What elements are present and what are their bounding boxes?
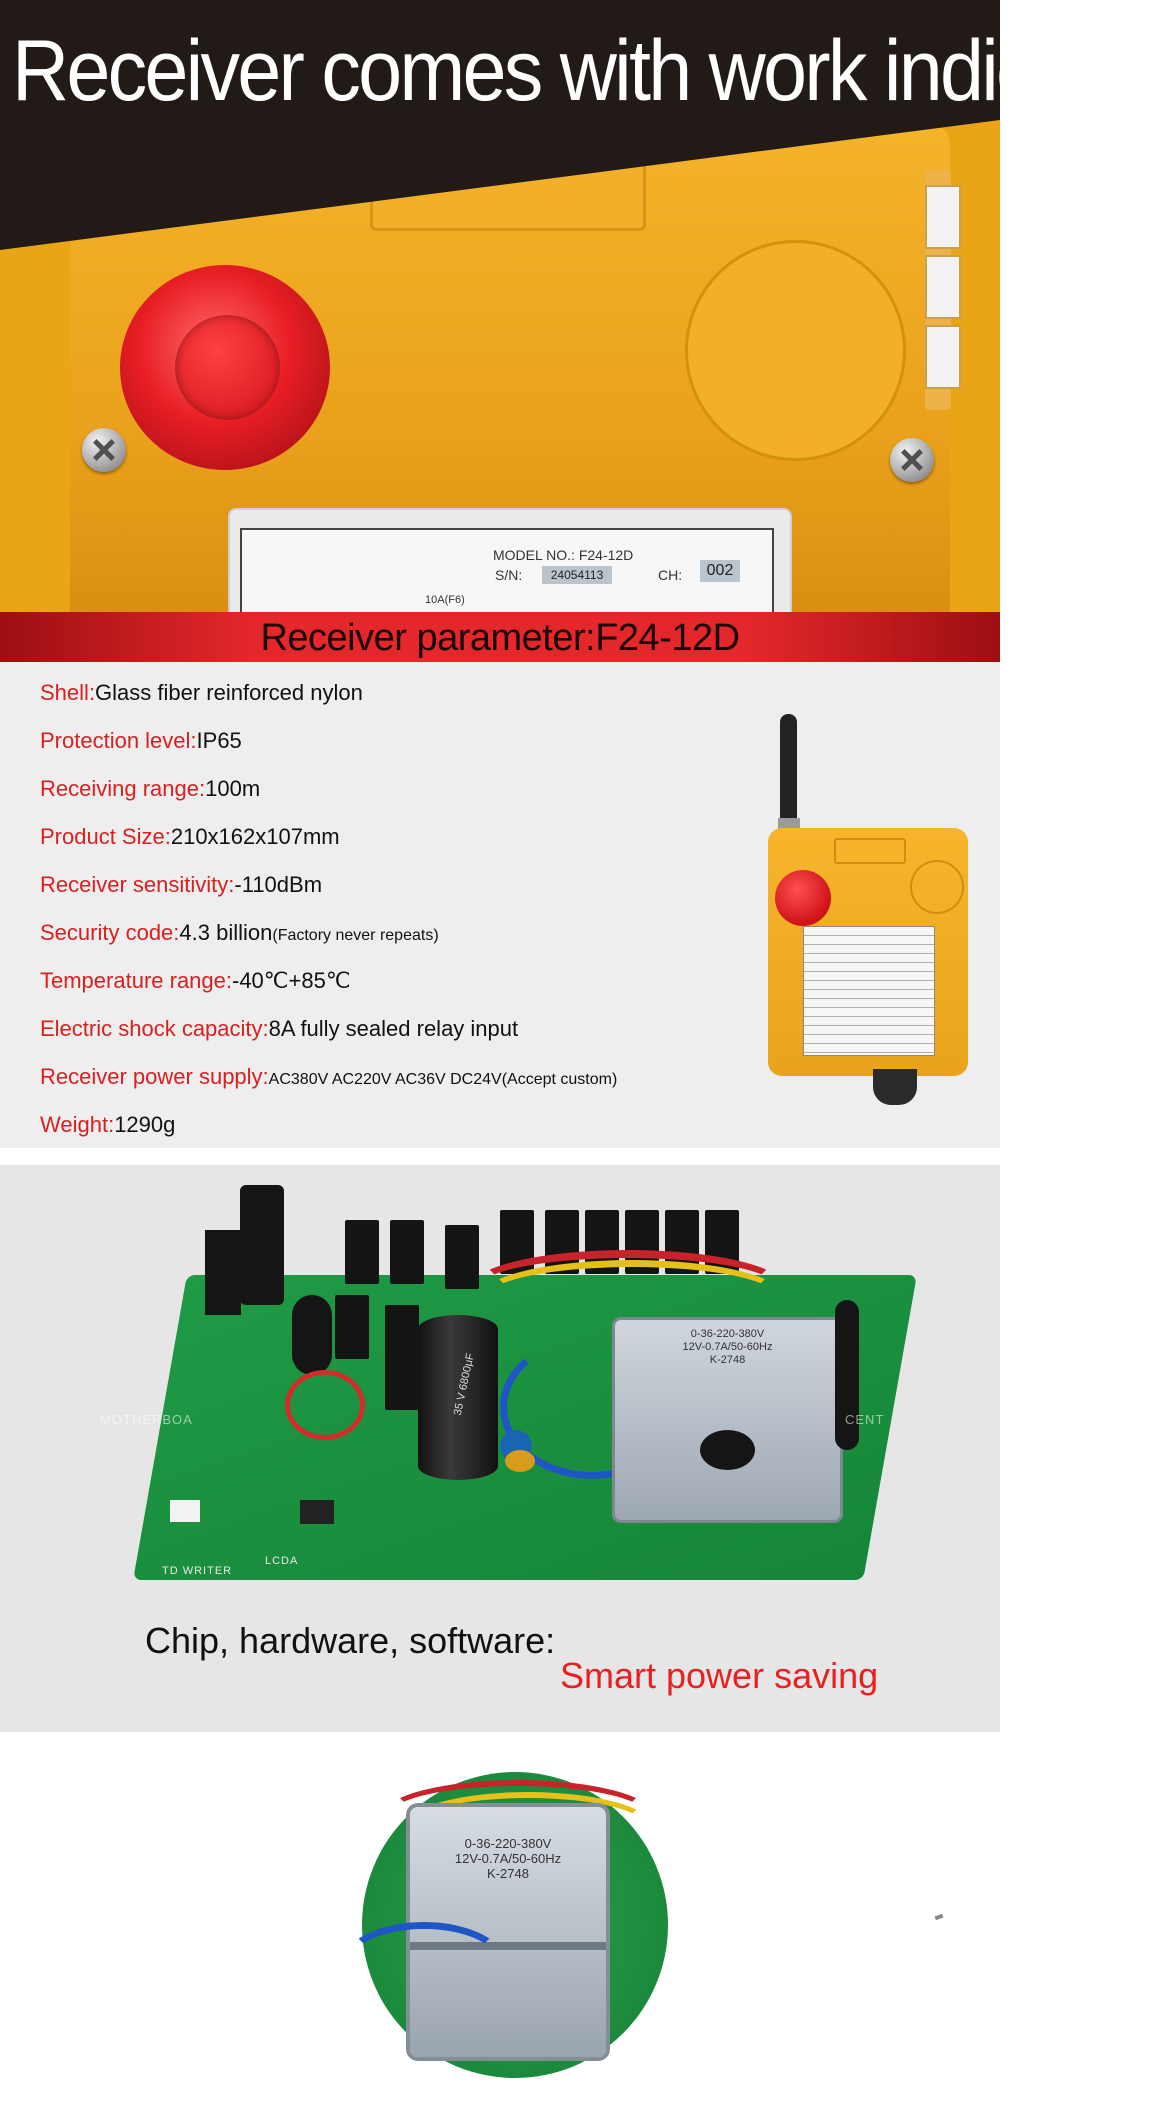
- param-row-temperature: [40, 968, 351, 994]
- param-row-range: [40, 776, 260, 802]
- param-label: Electric shock capacity:: [40, 1016, 269, 1041]
- plate-sn-label: S/N:: [495, 567, 523, 583]
- speck-mark: [935, 1914, 944, 1920]
- param-label: Receiving range:: [40, 776, 206, 801]
- param-label: Receiver sensitivity:: [40, 872, 235, 897]
- transformer-label-line: K-2748: [709, 1354, 746, 1366]
- cable-gland: [873, 1069, 917, 1105]
- watermark-text: MOTHERBOA: [100, 1412, 193, 1427]
- round-cover: [685, 240, 906, 461]
- hero-section: [0, 0, 1158, 612]
- relay: [345, 1220, 379, 1284]
- param-row-shell: [40, 680, 363, 706]
- side-terminal: [925, 185, 961, 249]
- red-jumper-wire: [285, 1370, 365, 1440]
- indicator-lens: [175, 315, 280, 420]
- param-value: 8A fully sealed relay input: [268, 1016, 519, 1041]
- silkscreen-label: LCDA: [265, 1555, 299, 1567]
- param-value: IP65: [196, 728, 242, 753]
- param-value: 1290g: [114, 1112, 176, 1137]
- param-label: Temperature range:: [40, 968, 232, 993]
- param-label: Receiver power supply:: [40, 1064, 269, 1089]
- param-row-security: [40, 920, 439, 946]
- parameter-title: Receiver parameter:F24-12D: [260, 617, 740, 659]
- transformer-label-line: K-2748: [487, 1866, 529, 1881]
- param-value: 4.3 billion: [179, 920, 273, 945]
- param-note: (Factory never repeats): [272, 927, 439, 944]
- side-terminal: [925, 325, 961, 389]
- device-slot: [834, 838, 906, 864]
- plate-rating: 10A(F6): [425, 594, 465, 606]
- screw-icon: [82, 428, 126, 472]
- param-label: Security code:: [40, 920, 180, 945]
- screw-icon: [890, 438, 934, 482]
- param-label: Weight:: [40, 1112, 115, 1137]
- transformer-label: [410, 1836, 606, 1881]
- antenna-icon: [780, 714, 797, 826]
- param-label: Protection level:: [40, 728, 197, 753]
- silkscreen-label: TD WRITER: [162, 1565, 233, 1577]
- board-section: [0, 1165, 1000, 1732]
- relay: [335, 1295, 369, 1359]
- device-label-sticker: [803, 926, 935, 1056]
- transformer-label-line: 12V-0.7A/50-60Hz: [454, 1851, 562, 1866]
- capacitor-marking: 35 V 6800μF: [451, 1352, 477, 1417]
- transformer-label: [615, 1328, 840, 1367]
- blue-wire: [342, 1922, 506, 2006]
- connector-post: [240, 1185, 284, 1305]
- param-row-weight: [40, 1112, 175, 1138]
- side-capacitor: [835, 1300, 859, 1450]
- param-value: 100m: [205, 776, 261, 801]
- parameter-header-bar: [0, 612, 1000, 662]
- detail-section: [0, 1732, 1000, 2118]
- plate-ch-label: CH:: [658, 567, 683, 583]
- device-indicator-light: [775, 870, 831, 926]
- param-value: -110dBm: [234, 872, 323, 897]
- transformer-label-line: 0-36-220-380V: [690, 1328, 765, 1340]
- transformer-label-line: 0-36-220-380V: [464, 1836, 552, 1851]
- param-value: -40℃+85℃: [232, 968, 351, 993]
- page-title: Receiver comes with work indicator: [12, 23, 1158, 119]
- parameter-panel: [0, 662, 1000, 1148]
- param-row-shock-capacity: [40, 1016, 518, 1042]
- plate-ch-value: 002: [700, 560, 740, 582]
- param-note: AC380V AC220V AC36V DC24V(Accept custom): [268, 1071, 618, 1088]
- rubber-foot: [700, 1430, 755, 1470]
- component-block: [205, 1230, 241, 1315]
- pin-header: [170, 1500, 200, 1522]
- param-row-sensitivity: [40, 872, 322, 898]
- side-terminal: [925, 255, 961, 319]
- param-row-size: [40, 824, 340, 850]
- transformer-closeup: [362, 1772, 668, 2078]
- relay: [385, 1305, 419, 1410]
- plate-sn-value: 24054113: [542, 566, 612, 584]
- microcontroller-chip: [300, 1500, 334, 1524]
- param-row-protection: [40, 728, 242, 754]
- param-row-power: [40, 1064, 617, 1090]
- param-label: Product Size:: [40, 824, 171, 849]
- relay: [390, 1220, 424, 1284]
- feature-highlight: Smart power saving: [560, 1655, 879, 1696]
- fuse-holder: [292, 1295, 332, 1375]
- watermark-text: CENT: [845, 1412, 885, 1427]
- plate-model: MODEL NO.: F24-12D: [493, 547, 634, 563]
- yellow-capacitor: [505, 1450, 535, 1472]
- device-round-cover: [910, 860, 964, 914]
- feature-headline: Chip, hardware, software:: [145, 1620, 556, 1661]
- param-value: 210x162x107mm: [170, 824, 340, 849]
- transformer-label-line: 12V-0.7A/50-60Hz: [682, 1341, 773, 1353]
- param-label: Shell:: [40, 680, 96, 705]
- param-value: Glass fiber reinforced nylon: [95, 680, 363, 705]
